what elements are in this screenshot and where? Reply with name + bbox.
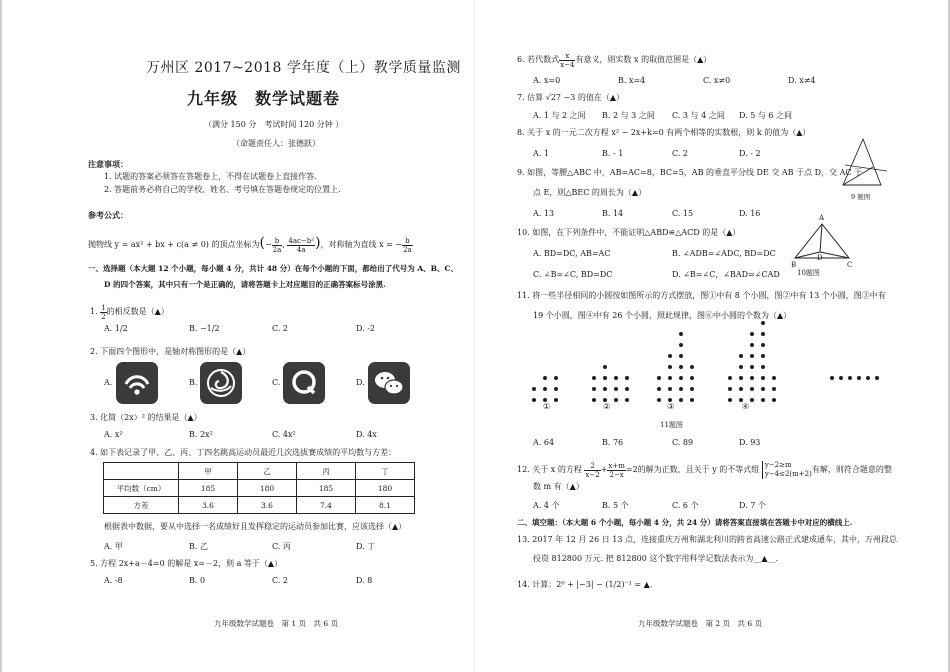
pattern-circle: [739, 365, 743, 369]
q9-line2: 点 E，则△BEC 的周长为（▲）: [533, 188, 647, 197]
axis-frac: $\frac{b}{2a}$: [403, 236, 412, 254]
pattern-circle: [554, 398, 558, 402]
q4-stem: 4. 如下表记录了甲、乙、丙、丁四名跳高运动员最近几次选拔赛成绩的平均数与方差：: [90, 448, 397, 457]
pattern-circle: [614, 376, 618, 380]
pattern-circle: [592, 398, 596, 402]
pattern-circle: [761, 376, 765, 380]
table-row: [104, 480, 415, 497]
q12-option-d[interactable]: D. 7 个: [739, 501, 766, 510]
q12-option-b[interactable]: B. 5 个: [602, 501, 629, 510]
left-footer: 九年级数学试题卷 第 1 页 共 6 页: [214, 619, 339, 628]
table-header-cell: [104, 463, 179, 480]
table-header-cell: 丙: [297, 463, 356, 480]
q10-option-d[interactable]: D. ∠B=∠C，∠BAD=∠CAD: [672, 270, 780, 279]
table-cell: 7.4: [297, 497, 356, 514]
q10-stem: 10. 如图，在下列条件中，不能证明△ABD≌△ACD 的是（▲）: [517, 228, 741, 237]
q9-option-b[interactable]: B. 14: [602, 209, 624, 218]
pattern-circle: [690, 398, 694, 402]
pattern-circle: [750, 376, 754, 380]
pattern-circle: [739, 387, 743, 391]
pattern-circle: [857, 376, 861, 380]
q10-label-c: C: [847, 261, 853, 269]
pattern-circle: [679, 365, 683, 369]
q10-caption: 10题图: [797, 269, 820, 277]
pattern-circle: [690, 365, 694, 369]
pattern-circle: [728, 376, 732, 380]
q11-caption: 11题图: [660, 421, 683, 429]
pattern-circle: [614, 387, 618, 391]
q3-option-b[interactable]: B. 2x²: [189, 430, 213, 439]
q7-option-d[interactable]: D. 5 与 6 之间: [739, 111, 793, 120]
pattern-circle: [690, 387, 694, 391]
q8-option-c[interactable]: C. 2: [672, 149, 689, 158]
swirl-logo-icon: [200, 362, 242, 404]
table-cell: 180: [238, 480, 297, 497]
pattern-circle: [657, 376, 661, 380]
pattern-circle: [679, 387, 683, 391]
pattern-circle: [657, 398, 661, 402]
table-header-cell: 甲: [179, 463, 238, 480]
pattern-circle: [679, 354, 683, 358]
q7-option-c[interactable]: C. 3 与 4 之间: [672, 111, 725, 120]
wifi-logo-icon: [116, 362, 158, 404]
q6-option-d[interactable]: D. x≠4: [788, 76, 816, 85]
exam-author: （命题责任人：张德跃）: [232, 139, 320, 148]
q12-option-a[interactable]: A. 4 个: [533, 501, 560, 510]
pattern-circle: [750, 332, 754, 336]
pattern-circle: [750, 387, 754, 391]
formula-text-1: 抛物线 y = ax² + bx + c(a ≠ 0) 的顶点坐标为: [88, 240, 260, 249]
q11-fig-label-2: ②: [603, 402, 611, 411]
pattern-circle: [761, 332, 765, 336]
pattern-circle: [761, 398, 765, 402]
q2-stem: 2. 下面四个图形中，是轴对称图形的是（▲）: [90, 347, 251, 356]
q10-label-b: B: [791, 261, 797, 269]
q4-table: [103, 462, 415, 514]
note-2: 2. 答题前务必将自己的学校、姓名、考号填在答题卷规定的位置上.: [104, 185, 341, 194]
pattern-circle: [772, 387, 776, 391]
q10-label-d: D: [817, 254, 823, 262]
q4-option-b[interactable]: B. 乙: [189, 542, 208, 551]
exam-meta: （满分 150 分 考试时间 120 分钟 ）: [204, 120, 344, 129]
pattern-circle: [625, 376, 629, 380]
pattern-circle: [554, 387, 558, 391]
pattern-circle: [679, 398, 683, 402]
wechat-logo-icon: [368, 362, 410, 404]
q6-option-c[interactable]: C. x≠0: [703, 76, 731, 85]
right-page: [475, 0, 950, 672]
vertex-x-frac: $\frac{b}{2a}$: [272, 236, 282, 254]
q4-option-c[interactable]: C. 丙: [272, 542, 291, 551]
pattern-circle: [603, 365, 607, 369]
q3-option-a[interactable]: A. x²: [104, 430, 123, 439]
q3-option-c[interactable]: C. 4x²: [272, 430, 296, 439]
q9-caption: 9 题图: [851, 193, 871, 201]
q13-line1: 13. 2017 年 12 月 26 日 13 点，连接重庆万州和湖北利川的跨省高速公路正式建成通车，其中，万州段总: [517, 535, 897, 544]
q1-option-b[interactable]: B. −1/2: [189, 324, 220, 333]
q9-line1: 9. 如图，等腰△ABC 中，AB=AC=8，BC=5，AB 的垂直平分线 DE 交 AB 于点 D，交 AC 于: [517, 168, 863, 177]
q11-dot-figure: [530, 325, 890, 405]
q3-option-d[interactable]: D. 4x: [356, 430, 377, 439]
q2-option-b[interactable]: B.: [189, 378, 198, 387]
q11-line1: 11. 将一些半径相同的小圆按如图所示的方式摆放，图①中有 8 个小圆，图②中有 13 个小圆，图③中有: [517, 291, 886, 300]
q10-option-c[interactable]: C. ∠B=∠C, BD=DC: [533, 270, 613, 279]
pattern-circle: [875, 376, 879, 380]
formula-line: 抛物线 y = ax² + bx + c(a ≠ 0) 的顶点坐标为(− $\frac{b}{2a}$ , $\frac{\text{4ac−b²}}{4a}$ )，对称轴为直线 x = − $\frac{b}{2a}$: [88, 235, 412, 254]
note-1: 1. 试题的答案必须答在答题卷上，不得在试题卷上直接作答.: [104, 172, 317, 181]
q1-option-d[interactable]: D. -2: [356, 324, 376, 333]
pattern-circle: [772, 376, 776, 380]
pattern-circle: [543, 376, 547, 380]
pattern-circle: [761, 343, 765, 347]
section2-heading: 二、填空题：（本大题 6 个小题，每小题 4 分，共 24 分）请将答案直接填在答题卡中对应的横线上.: [517, 518, 853, 527]
q5-option-b[interactable]: B. 0: [189, 576, 206, 585]
q9-option-c[interactable]: C. 15: [672, 209, 694, 218]
pattern-circle: [592, 387, 596, 391]
q11-fig-label-4: ④: [742, 402, 750, 411]
q6-option-a[interactable]: A. x=0: [533, 76, 561, 85]
q8-option-b[interactable]: B. - 1: [602, 149, 624, 158]
q11-option-c[interactable]: C. 89: [672, 438, 694, 447]
pattern-circle: [739, 354, 743, 358]
q7-option-a[interactable]: A. 1 与 2 之间: [533, 111, 586, 120]
q4-tail: 根据表中数据，要从中选择一名成绩好且发挥稳定的运动员参加比赛，应该选择（▲）: [104, 522, 407, 531]
vertex-y-frac: $\frac{\text{4ac−b²}}{4a}$: [288, 236, 315, 254]
q9-option-a[interactable]: A. 13: [533, 209, 555, 218]
pattern-circle: [866, 376, 870, 380]
section1-line2: D 的四个答案，其中只有一个是正确的，请将答题卡上对应题目的正确答案标号涂黑.: [104, 280, 386, 289]
q13-line2: 投资 812800 万元. 把 812800 这个数字用科学记数法表示为__▲__.: [533, 554, 779, 563]
pattern-circle: [739, 376, 743, 380]
q2-option-c[interactable]: C.: [272, 378, 281, 387]
section1-line1: 一、选择题（本大题 12 个小题，每小题 4 分，共计 48 分）在每个小题的下面，都给出了代号为 A、B、C、: [88, 264, 458, 273]
q1-stem: 1. $\frac{1}{2}$ 的相反数是（▲）: [90, 303, 169, 321]
q12-stem: 12. 关于 x 的方程 $\frac{2}{x-2}$ + $\frac{x+m}{2-x}$ =2的解为正数，且关于 y 的不等式组 y−2≥m y−4≤2(m+2) 有解，则符合题意的整: [517, 461, 892, 479]
q-logo-icon: [283, 362, 325, 404]
notes-heading: 注意事项：: [88, 159, 128, 169]
pattern-circle: [668, 354, 672, 358]
pattern-circle: [668, 387, 672, 391]
pattern-circle: [603, 387, 607, 391]
q11-fig-label-1: ①: [543, 402, 551, 411]
pattern-circle: [614, 398, 618, 402]
q11-line2: 19 个小圆，图④中有 26 个小圆，照此规律，图⑥中小圆的个数为（▲）: [533, 311, 792, 320]
pattern-circle: [761, 321, 765, 325]
exam-subtitle: 九年级 数学试题卷: [187, 89, 341, 108]
q11-fig-label-3: ③: [667, 402, 675, 411]
right-footer: 九年级数学试题卷 第 2 页 共 6 页: [638, 619, 763, 628]
pattern-circle: [625, 387, 629, 391]
q8-option-a[interactable]: A. 1: [533, 149, 549, 158]
q10-triangle-figure: [787, 216, 867, 266]
q9-option-d[interactable]: D. 16: [739, 209, 761, 218]
pattern-circle: [690, 376, 694, 380]
table-row: [104, 497, 415, 514]
pattern-circle: [839, 376, 843, 380]
q6-option-b[interactable]: B. x=4: [618, 76, 646, 85]
q4-option-a[interactable]: A. 甲: [104, 542, 123, 551]
q9-triangle-figure: [835, 135, 895, 191]
q1-option-a[interactable]: A. 1/2: [104, 324, 128, 333]
pattern-circle: [532, 387, 536, 391]
q6-stem: 6. 若代数式 $\frac{x}{x-4}$ 有意义，则实数 x 的取值范围是（▲）: [517, 51, 712, 69]
table-cell: 方差: [104, 497, 179, 514]
pattern-circle: [625, 398, 629, 402]
q4-option-d[interactable]: D. 丁: [356, 542, 376, 551]
formula-heading: 参考公式：: [88, 210, 128, 220]
table-header-cell: 乙: [238, 463, 297, 480]
q5-option-a[interactable]: A. -8: [104, 576, 123, 585]
table-cell: 8.1: [356, 497, 415, 514]
q11-option-d[interactable]: D. 93: [739, 438, 761, 447]
exam-title: 万州区 2017~2018 学年度（上）教学质量监测: [146, 60, 461, 76]
q2-option-a[interactable]: A.: [104, 378, 113, 387]
pattern-circle: [679, 343, 683, 347]
q7-option-b[interactable]: B. 2 与 3 之间: [602, 111, 655, 120]
pattern-circle: [750, 354, 754, 358]
table-cell: 180: [356, 480, 415, 497]
q8-stem: 8. 关于 x 的一元二次方程 x² − 2x+k=0 有两个相等的实数根，则 k 的值为（▲）: [517, 128, 811, 137]
table-cell: 平均数（cm）: [104, 480, 179, 497]
pattern-circle: [750, 343, 754, 347]
pattern-circle: [668, 376, 672, 380]
q12-line2: 数 m 有（▲）: [533, 482, 584, 491]
q14-stem: 14. 计算：2⁰ + |−3| − (1/2)⁻¹ = ▲.: [517, 580, 653, 589]
pattern-circle: [728, 387, 732, 391]
pattern-circle: [603, 376, 607, 380]
pattern-circle: [657, 387, 661, 391]
q8-option-d[interactable]: D. - 2: [739, 149, 761, 158]
q3-stem: 3. 化简（2x）² 的结果是（▲）: [90, 413, 202, 422]
q10-option-a[interactable]: A. BD=DC, AB=AC: [533, 249, 611, 258]
q5-option-c[interactable]: C. 2: [272, 576, 289, 585]
pattern-circle: [532, 398, 536, 402]
table-cell: 3.6: [179, 497, 238, 514]
pattern-circle: [761, 365, 765, 369]
table-header-cell: 丁: [356, 463, 415, 480]
pattern-circle: [750, 398, 754, 402]
table-cell: 185: [297, 480, 356, 497]
pattern-circle: [592, 376, 596, 380]
q10-option-b[interactable]: B. ∠ADB=∠ADC, BD=DC: [672, 249, 776, 258]
pattern-circle: [679, 376, 683, 380]
q5-stem: 5. 方程 2x+a－4=0 的解是 x=－2，则 a 等于（▲）: [90, 559, 283, 568]
pattern-circle: [761, 387, 765, 391]
pattern-circle: [543, 387, 547, 391]
q11-option-a[interactable]: A. 64: [533, 438, 555, 447]
pattern-circle: [830, 376, 834, 380]
pattern-circle: [848, 376, 852, 380]
pattern-circle: [668, 365, 672, 369]
pattern-circle: [761, 354, 765, 358]
q1-option-c[interactable]: C. 2: [272, 324, 289, 333]
table-cell: 185: [179, 480, 238, 497]
q7-stem: 7. 估算 √27 −3 的值在（▲）: [517, 93, 625, 102]
pattern-circle: [750, 365, 754, 369]
q11-option-b[interactable]: B. 76: [602, 438, 624, 447]
table-header-row: [104, 463, 415, 480]
pattern-circle: [772, 398, 776, 402]
formula-text-2: ，对称轴为直线 x = −: [320, 240, 403, 249]
q2-option-d[interactable]: D.: [356, 378, 365, 387]
q12-option-c[interactable]: C. 6 个: [672, 501, 699, 510]
pattern-circle: [554, 376, 558, 380]
pattern-circle: [679, 332, 683, 336]
q10-label-a: A: [819, 214, 825, 222]
table-cell: 3.6: [238, 497, 297, 514]
q5-option-d[interactable]: D. 8: [356, 576, 373, 585]
pattern-circle: [728, 398, 732, 402]
